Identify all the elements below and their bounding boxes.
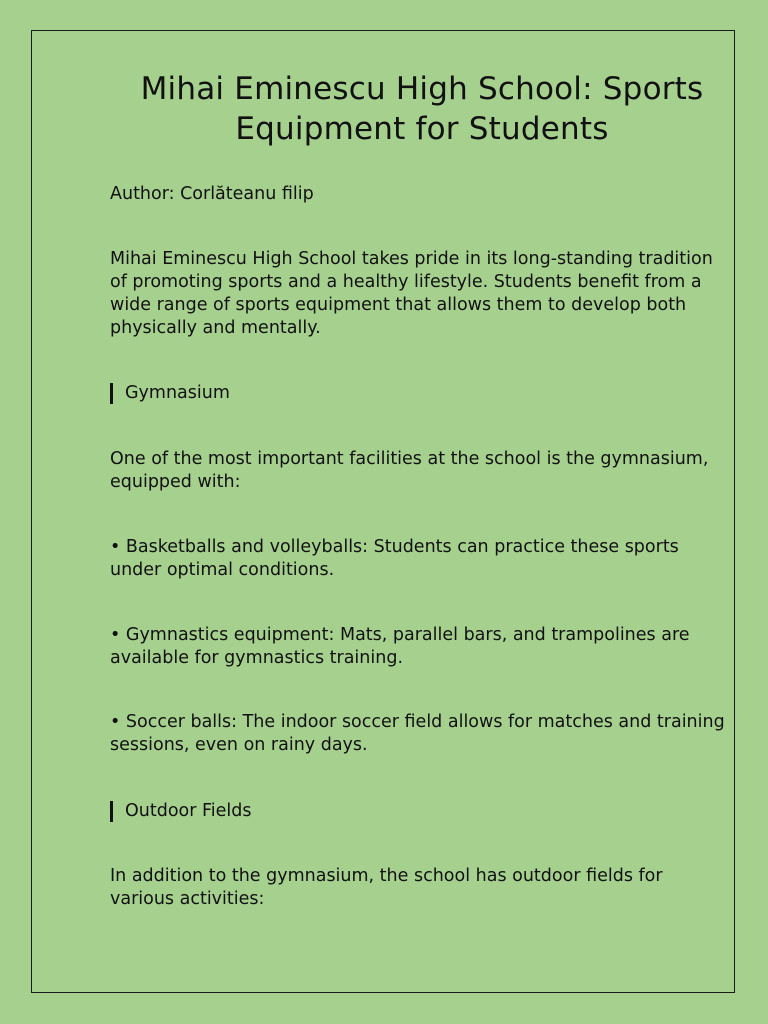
list-item: • Basketballs and volleyballs: Students can practice these sports under optimal conditions. <box>110 537 679 580</box>
outdoor-fields-intro: In addition to the gymnasium, the school has outdoor fields for various activities: <box>110 866 663 909</box>
author-line: Author: Corlăteanu filip <box>110 184 314 204</box>
intro-paragraph: Mihai Eminescu High School takes pride in its long-standing tradition of promoting sports and a healthy lifestyle. Students benefit from a wide range of sports equipment that allows them to develop both physically and mentally. <box>110 249 713 338</box>
section-heading-outdoor-fields: Outdoor Fields <box>110 800 252 823</box>
list-item: • Gymnastics equipment: Mats, parallel bars, and trampolines are available for gymnastics training. <box>110 625 690 668</box>
gymnasium-intro: One of the most important facilities at the school is the gymnasium, equipped with: <box>110 449 709 492</box>
page-frame <box>31 30 735 993</box>
page-title: Mihai Eminescu High School: Sports Equipment for Students <box>140 71 704 147</box>
section-heading-gymnasium: Gymnasium <box>110 382 230 405</box>
list-item: • Soccer balls: The indoor soccer field allows for matches and training sessions, even on rainy days. <box>110 712 725 755</box>
